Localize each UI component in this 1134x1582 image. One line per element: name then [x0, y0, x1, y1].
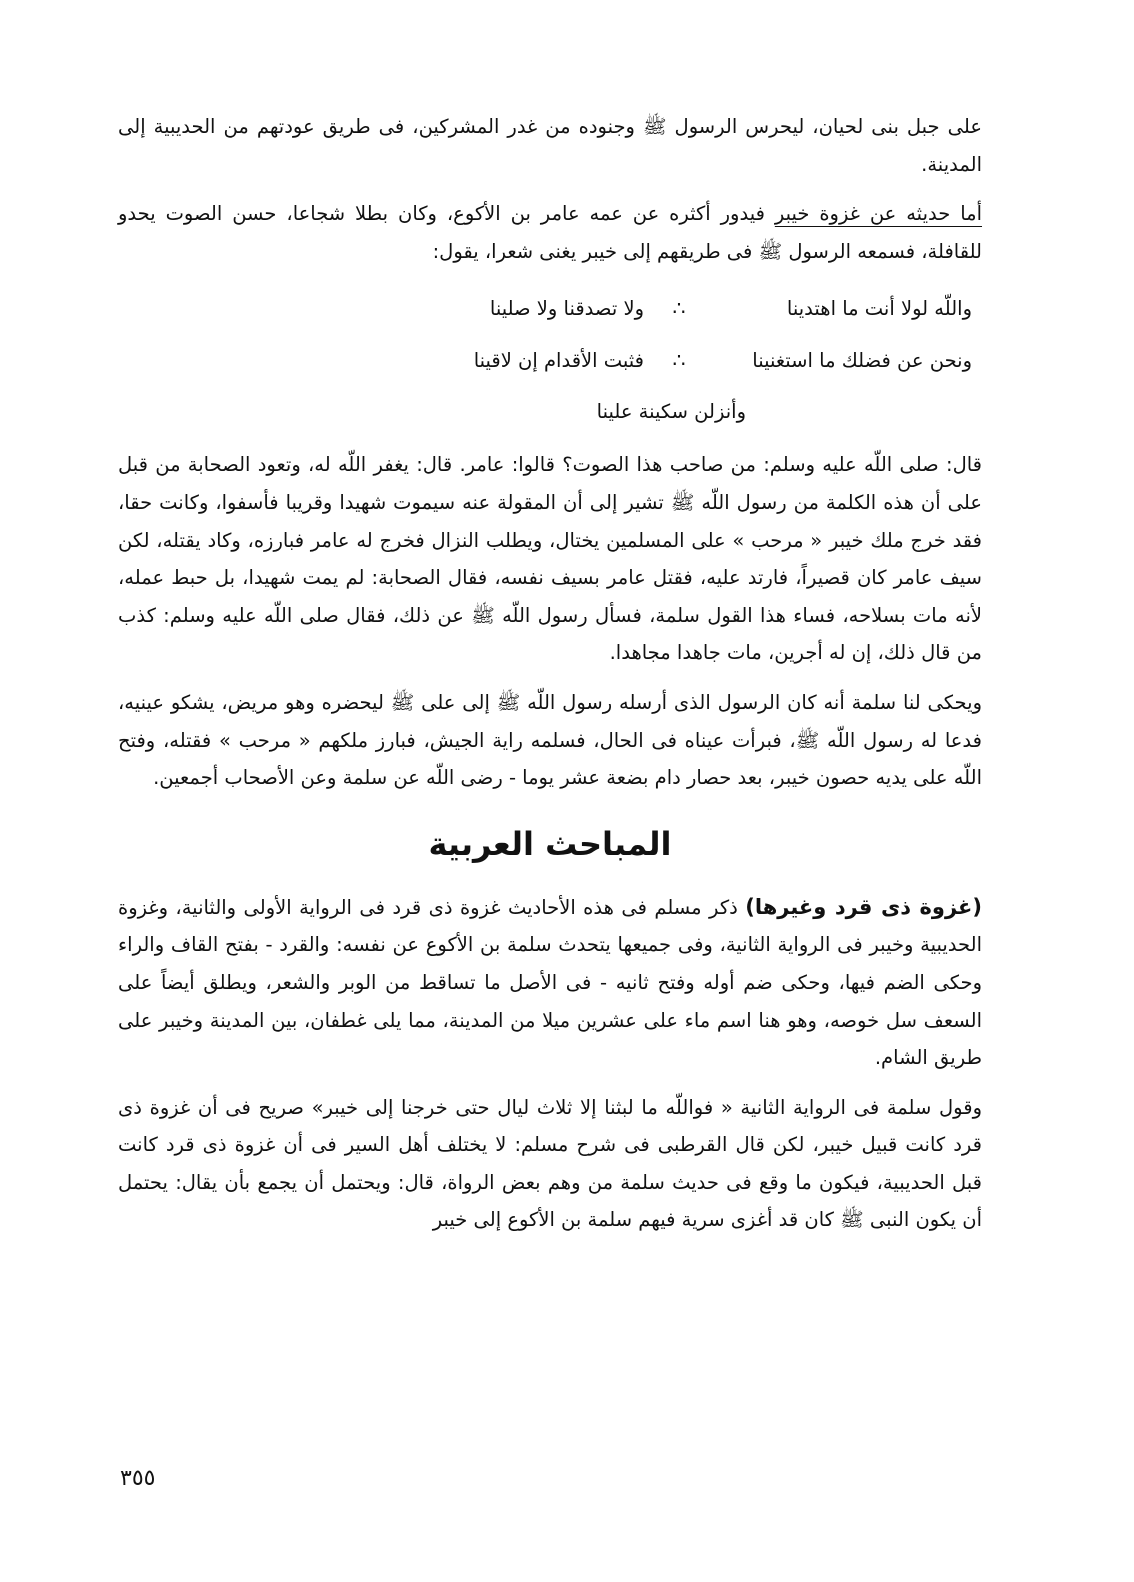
section-title: المباحث العربية: [428, 824, 672, 863]
paragraph-dhi-qarad-text: ذكر مسلم فى هذه الأحاديث غزوة ذى قرد فى الرواية الأولى والثانية، وغزوة الحديبية وخيبر فى الرواية الثانية، وفى جميعها يتحدث سلمة بن الأكوع عن نفسه: والقرد - بفتح القاف والراء وحكى الضم فيها، وحكى ضم أوله وفتح ثانيه - فى الأصل ما تساقط من الوبر والشعر، ويطلق أيضاً على السعف سل خوصه، وهو هنا اسم ماء على عشرين ميلا من المدينة، مما يلى غطفان، بين المدينة وخيبر على طريق الشام.: [118, 895, 982, 1070]
poem-hemistich-1b: ولا تصدقنا ولا صلينا: [489, 296, 644, 320]
paragraph-lead-heading: (غزوة ذى قرد وغيرها): [745, 894, 982, 919]
paragraph-salama-ali: ويحكى لنا سلمة أنه كان الرسول الذى أرسله رسول اللّه ﷺ إلى على ﷺ ليحضره وهو مريض، يشكو عينيه، فدعا له رسول اللّه ﷺ، فبرأت عيناه فى الحال، فسلمه راية الجيش، فبارز ملكهم « مرحب » فقتله، وفتح اللّه على يديه حصون خيبر، بعد حصار دام بضعة عشر يوما - رضى اللّه عن سلمة وعن الأصحاب أجمعين.: [118, 690, 982, 790]
paragraph-dhi-qarad: [118, 889, 982, 1077]
poem-block: [118, 282, 982, 438]
paragraph-amir-story: قال: صلى اللّه عليه وسلم: من صاحب هذا الصوت؟ قالوا: عامر. قال: يغفر اللّه له، وتعود الصحابة من قبل على أن هذه الكلمة من رسول اللّه ﷺ تشير إلى أن المقولة عنه سيموت شهيدا وقريبا فأسفوا، وكانت حقا، فقد خرج ملك خيبر « مرحب » على المسلمين يختال، ويطلب النزال فخرج له عامر فبارزه، وكاد يقتله، لكن سيف عامر كان قصيراً، فارتد عليه، فقتل عامر بسيف نفسه، فقال الصحابة: لم يمت شهيدا، بل حبط عمله، لأنه مات بسلاحه، فساء هذا القول سلمة، فسأل رسول اللّه ﷺ عن ذلك، فقال صلى اللّه عليه وسلم: كذب من قال ذلك، إن له أجرين، مات جاهدا مجاهدا.: [118, 453, 982, 665]
poem-hemistich-2a: ونحن عن فضلك ما استغنينا: [752, 348, 972, 372]
paragraph-intro: على جبل بنى لحيان، ليحرس الرسول ﷺ وجنوده من غدر المشركين، فى طريق عودتهم من الحديبية إلى المدينة.: [118, 115, 982, 176]
underlined-phrase: أما حديثه عن غزوة خيبر: [774, 202, 983, 226]
paragraph-salama-narration: وقول سلمة فى الرواية الثانية « فواللّه ما لبثنا إلا ثلاث ليال حتى خرجنا إلى خيبر» صريح فى أن غزوة ذى قرد كانت قبيل خيبر، لكن قال القرطبى فى شرح مسلم: لا يختلف أهل السير فى أن غزوة ذى قرد كانت قبل الحديبية، فيكون ما وقع فى حديث سلمة من وهم بعض الرواة، قال: ويحتمل أن يجمع بأن يقال: يحتمل أن يكون النبى ﷺ كان قد أغزى سرية فيهم سلمة بن الأكوع إلى خيبر: [118, 1095, 982, 1232]
poem-separator-2: ∴: [672, 348, 686, 373]
paragraph-khaybar-text: فيدور أكثره عن عمه عامر بن الأكوع، وكان بطلا شجاعا، حسن الصوت يحدو للقافلة، فسمعه الرسول ﷺ فى طريقهم إلى خيبر يغنى شعرا، يقول:: [118, 202, 982, 263]
poem-hemistich-1a: واللّه لولا أنت ما اهتدينا: [786, 296, 972, 320]
poem-verse-3: وأنزلن سكينة علينا: [596, 400, 746, 424]
poem-hemistich-2b: فثبت الأقدام إن لاقينا: [473, 348, 644, 372]
poem-verse-2: [118, 334, 982, 386]
poem-separator-1: ∴: [672, 296, 686, 321]
poem-verse-1: [118, 282, 982, 334]
paragraph-khaybar: [118, 195, 982, 270]
page-number: ٣٥٥: [120, 1466, 156, 1491]
